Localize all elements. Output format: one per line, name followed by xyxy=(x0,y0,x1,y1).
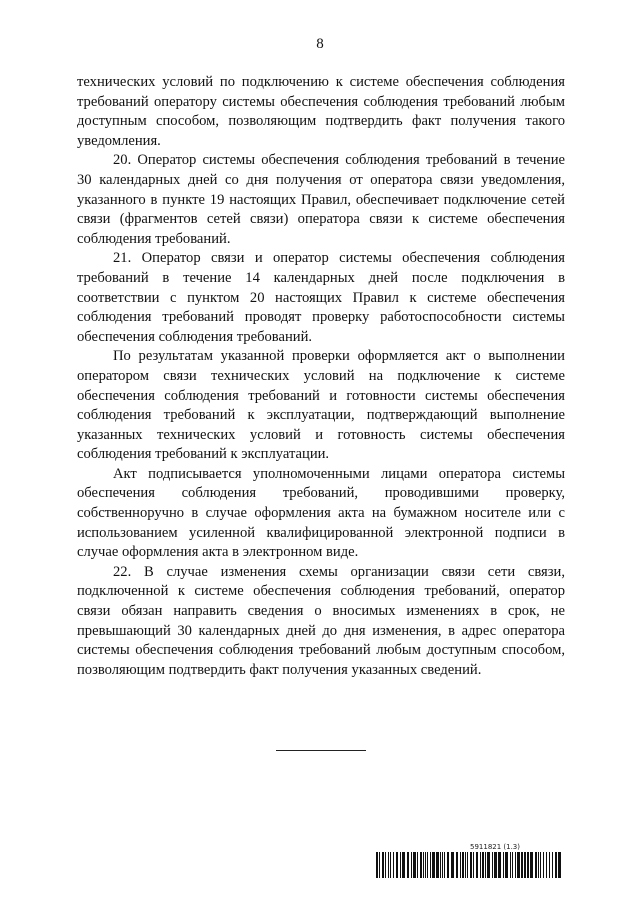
barcode-bar xyxy=(505,852,508,878)
barcode-bar xyxy=(396,852,398,878)
barcode-bar xyxy=(492,852,493,878)
barcode-bar xyxy=(411,852,412,878)
barcode-bar xyxy=(388,852,389,878)
paragraph-continuation: технических условий по подключению к системе обеспечения соблюдения требований оператору системы обеспечения соблюдения требований любым доступным способом, позволяющим подтвердить факт получения такого уведомления. xyxy=(77,74,565,149)
barcode-bar xyxy=(482,852,484,878)
barcode-bar xyxy=(517,852,520,878)
barcode-bar xyxy=(382,852,384,878)
barcode-bar xyxy=(432,852,435,878)
barcode-bar xyxy=(538,852,539,878)
barcode-bar xyxy=(402,852,405,878)
barcode-bar xyxy=(385,852,386,878)
barcode-bar xyxy=(423,852,424,878)
barcode-bar xyxy=(467,852,468,878)
barcode-bar xyxy=(521,852,523,878)
barcode-bar xyxy=(487,852,490,878)
barcode-bar xyxy=(494,852,497,878)
barcode-bar xyxy=(535,852,537,878)
barcode xyxy=(376,852,564,878)
barcode-bar xyxy=(555,852,557,878)
barcode-bar xyxy=(407,852,409,878)
barcode-bar xyxy=(420,852,422,878)
barcode-bar xyxy=(460,852,461,878)
end-divider xyxy=(276,750,366,751)
barcode-bar xyxy=(552,852,553,878)
barcode-bar xyxy=(527,852,529,878)
barcode-bar xyxy=(376,852,378,878)
barcode-bar xyxy=(546,852,547,878)
barcode-bar xyxy=(480,852,481,878)
barcode-bar xyxy=(425,852,426,878)
barcode-bar xyxy=(470,852,472,878)
barcode-bar xyxy=(400,852,401,878)
barcode-bar xyxy=(390,852,391,878)
barcode-bar xyxy=(430,852,431,878)
barcode-bar xyxy=(512,852,513,878)
barcode-bar xyxy=(558,852,561,878)
paragraph-check-results: По результатам указанной проверки оформляется акт о выполнении оператором связи технических условий на подключение к системе обеспечения соблюдения требований и готовности системы обеспечения соблюдения требований к эксплуатации, подтверждающий выполнение указанных технических условий и готовность системы обеспечения соблюдения требований к эксплуатации. xyxy=(77,348,565,463)
barcode-bar xyxy=(524,852,526,878)
barcode-bar xyxy=(540,852,541,878)
paragraph-item-20: 20. Оператор системы обеспечения соблюдения требований в течение 30 календарных дней со дня получения от оператора связи уведомления, указанного в пункте 19 настоящих Правил, обеспечивает подключение сетей связи (фрагментов сетей связи) оператора связи к системе обеспечения соблюдения требований. xyxy=(77,152,565,247)
barcode-bar xyxy=(473,852,474,878)
paragraph-item-21: 21. Оператор связи и оператор системы обеспечения соблюдения требований в течение 14 календарных дней после подключения в соответствии с пунктом 20 настоящих Правил к системе обеспечения соблюдения требований проводят проверку работоспособности системы обеспечения соблюдения требований. xyxy=(77,250,565,345)
barcode-bar xyxy=(436,852,439,878)
barcode-bar xyxy=(379,852,380,878)
barcode-bar xyxy=(417,852,418,878)
barcode-bar xyxy=(447,852,449,878)
barcode-bar xyxy=(444,852,445,878)
barcode-bar xyxy=(476,852,478,878)
paragraph-act-signing: Акт подписывается уполномоченными лицами оператора системы обеспечения соблюдения требований, проводившими проверку, собственноручно в случае оформления акта на бумажном носителе или с использованием усиленной квалифицированной электронной подписи в случае оформления акта в электронном виде. xyxy=(77,465,565,561)
barcode-bar xyxy=(427,852,428,878)
barcode-bar xyxy=(465,852,466,878)
barcode-bar xyxy=(510,852,511,878)
barcode-bar xyxy=(442,852,443,878)
barcode-bar xyxy=(456,852,458,878)
barcode-bar xyxy=(549,852,550,878)
page-number: 8 xyxy=(316,36,324,52)
barcode-bar xyxy=(451,852,454,878)
barcode-bar xyxy=(515,852,516,878)
barcode-bar xyxy=(393,852,394,878)
barcode-bar xyxy=(543,852,544,878)
barcode-label: 5911821 (1.3) xyxy=(470,843,520,851)
barcode-bar xyxy=(485,852,486,878)
barcode-bar xyxy=(530,852,533,878)
barcode-bar xyxy=(462,852,464,878)
barcode-bar xyxy=(440,852,441,878)
barcode-bar xyxy=(503,852,504,878)
paragraph-item-22: 22. В случае изменения схемы организации связи сети связи, подключенной к системе обеспечения соблюдения требований, оператор связи обязан направить сведения о вносимых изменениях в срок, не превышающий 30 календарных дней до дня изменения, в адрес оператора системы обеспечения соблюдения требований любым доступным способом, позволяющим подтвердить факт получения указанных сведений. xyxy=(77,563,565,678)
barcode-bar xyxy=(413,852,416,878)
barcode-bar xyxy=(498,852,501,878)
document-body xyxy=(77,73,565,680)
